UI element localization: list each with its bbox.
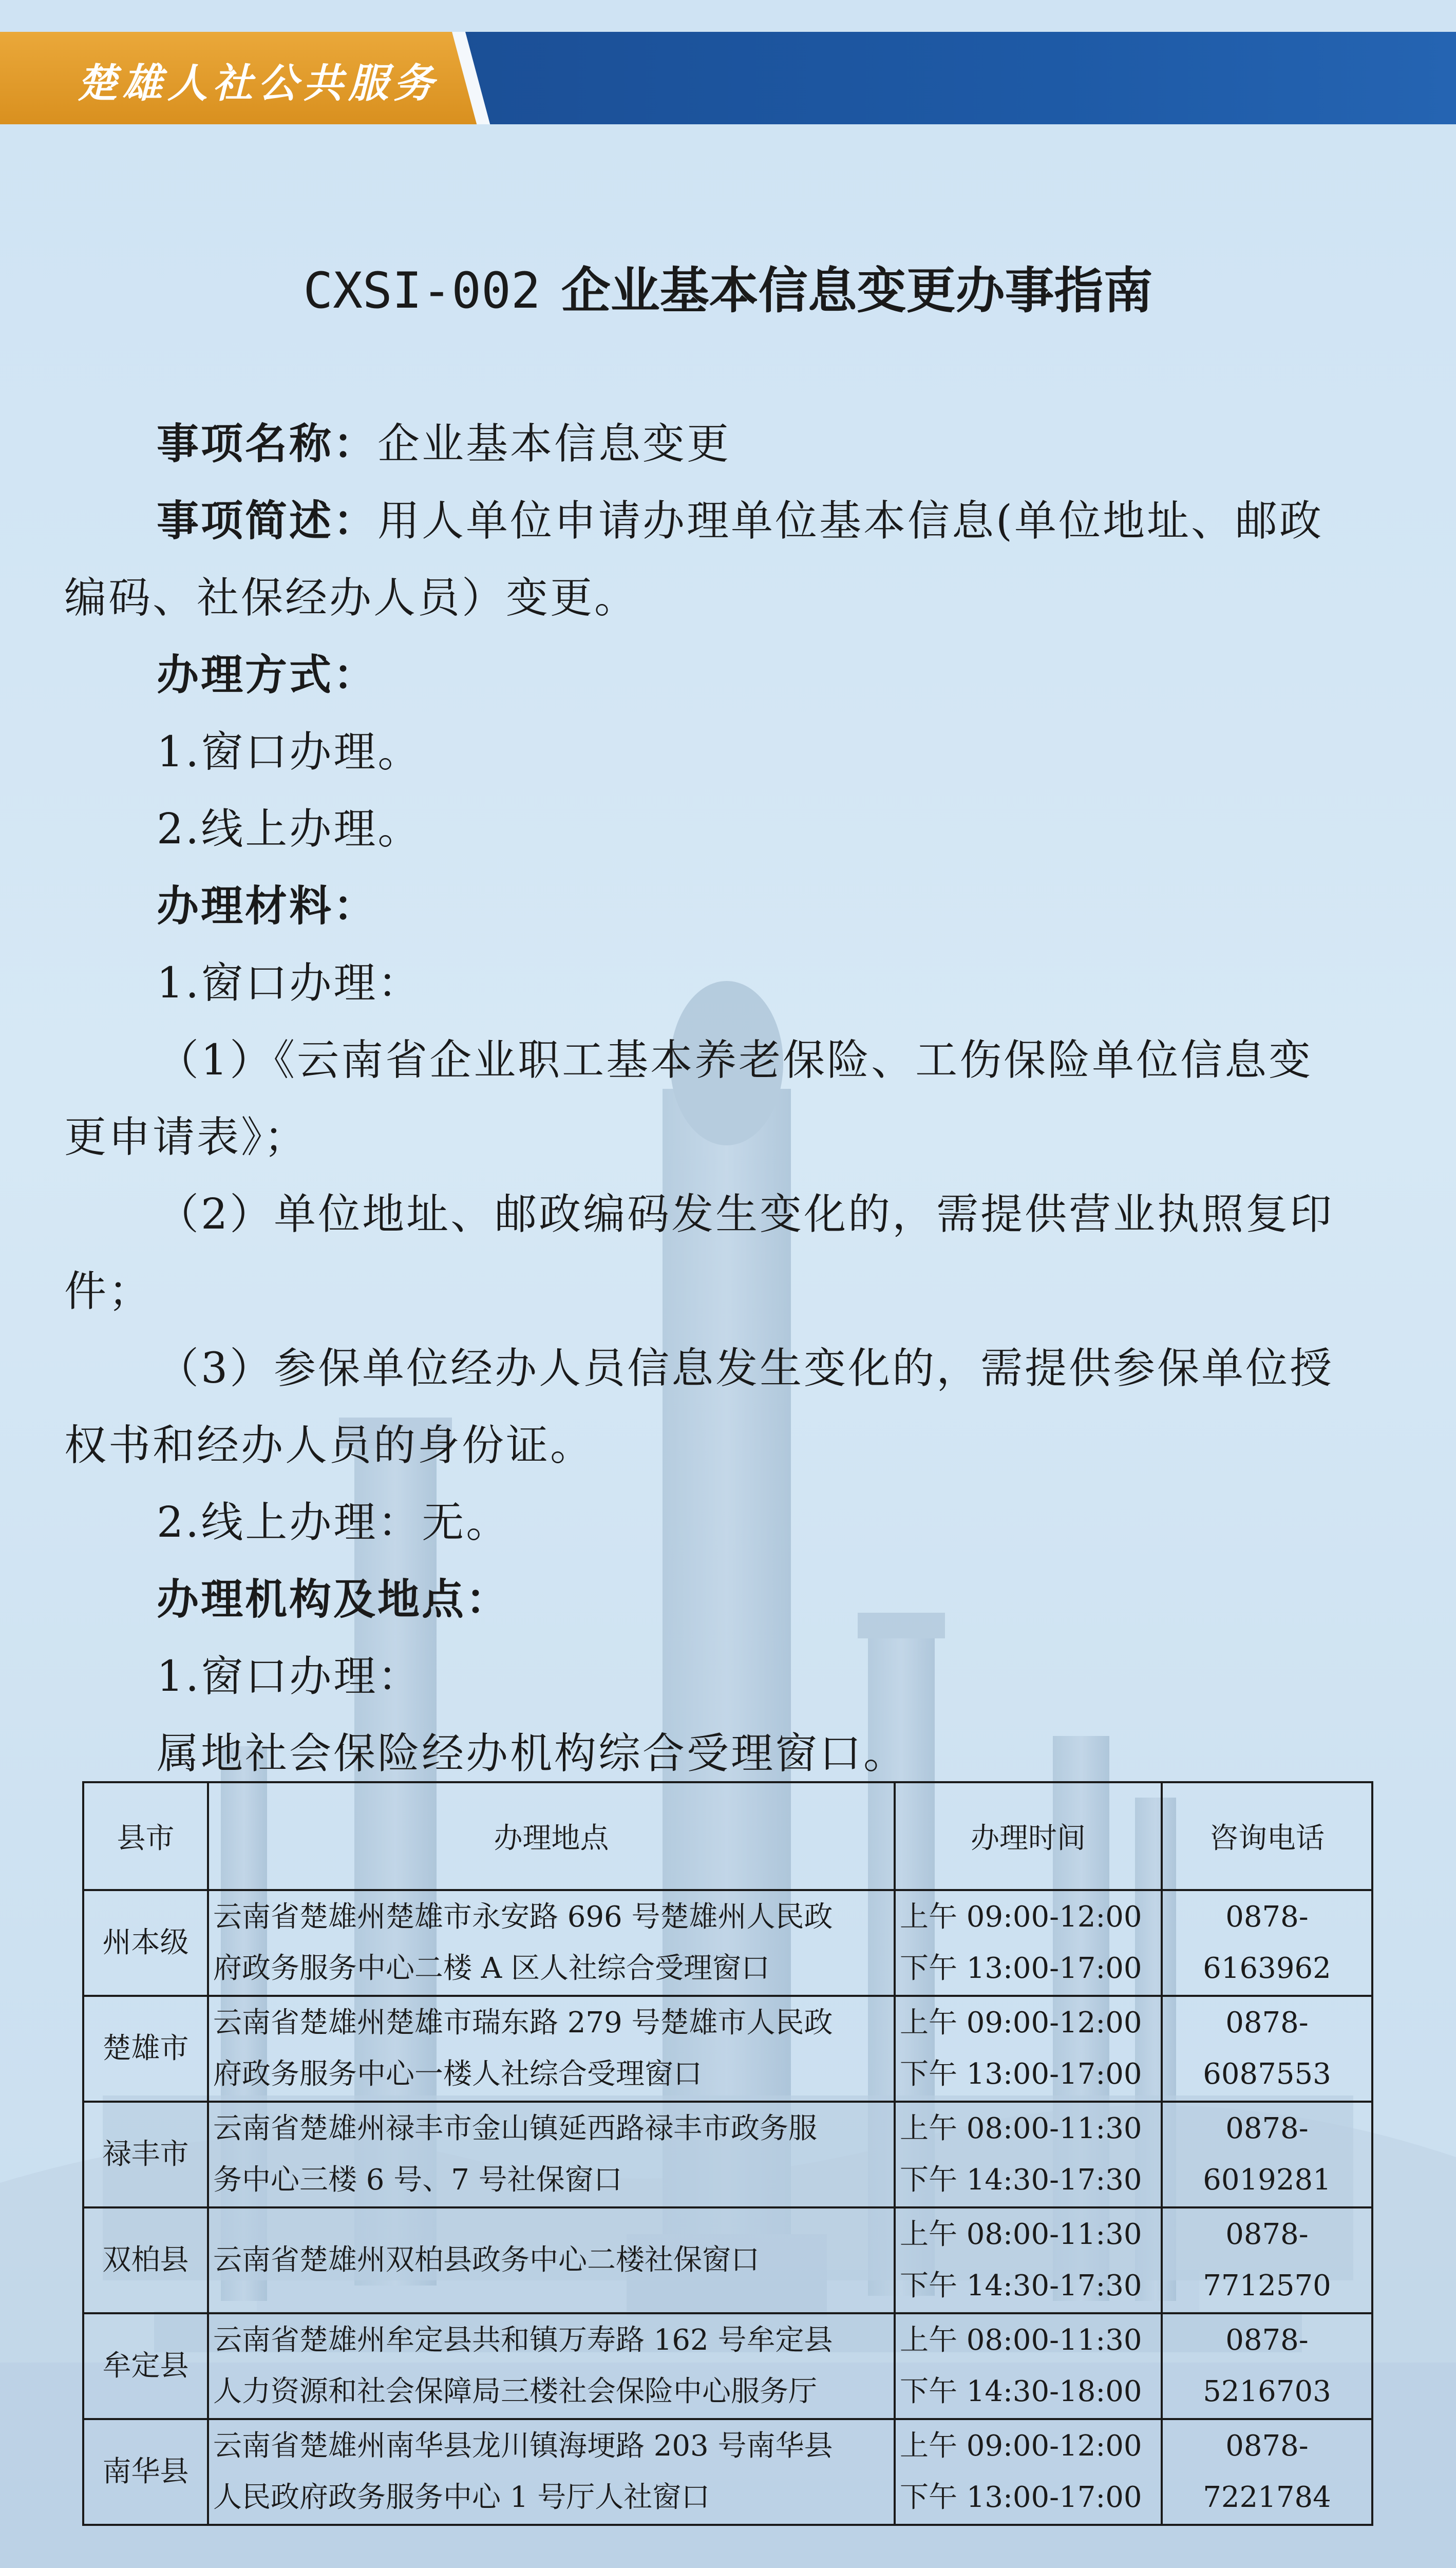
item-name-label: 事项名称： (157, 420, 378, 468)
address-line-2: 人民政府政务服务中心 1 号厅人社窗口 (213, 2481, 710, 2514)
guide-body (64, 406, 1400, 1792)
table-row (83, 1890, 1372, 1996)
hours-am: 上午 08:00-11:30 (900, 2324, 1142, 2357)
item-desc-label: 事项简述： (157, 497, 378, 545)
county-cell: 双柏县 (83, 2207, 208, 2313)
phone-cell: 0878-6163962 (1162, 1890, 1372, 1996)
county-cell: 州本级 (83, 1890, 208, 1996)
table-row (83, 1996, 1372, 2102)
hours-cell (895, 2207, 1162, 2313)
item-desc-line (64, 483, 1400, 560)
table-header-row (83, 1782, 1372, 1890)
county-cell: 楚雄市 (83, 1996, 208, 2102)
hours-cell (895, 1890, 1162, 1996)
header-county: 县市 (83, 1782, 208, 1890)
hours-pm: 下午 13:00-17:00 (900, 1952, 1142, 1985)
item-desc-value: 用人单位申请办理单位基本信息(单位地址、邮政 (377, 497, 1324, 545)
county-cell: 南华县 (83, 2419, 208, 2525)
page-title (0, 252, 1456, 322)
header-banner (0, 32, 1456, 124)
hours-am: 上午 09:00-12:00 (900, 1900, 1142, 1934)
location-desc: 属地社会保险经办机构综合受理窗口。 (157, 1729, 908, 1778)
phone-cell: 0878-5216703 (1162, 2313, 1372, 2419)
method-item-1: 1.窗口办理。 (157, 728, 422, 777)
method-label: 办理方式： (157, 651, 378, 700)
hours-am: 上午 09:00-12:00 (900, 2006, 1142, 2040)
hours-am: 上午 09:00-12:00 (900, 2429, 1142, 2463)
hours-pm: 下午 14:30-17:30 (900, 2269, 1142, 2302)
phone-cell: 0878-7221784 (1162, 2419, 1372, 2525)
address-line-2: 府政务服务中心一楼人社综合受理窗口 (213, 2057, 702, 2091)
hours-cell (895, 2102, 1162, 2207)
county-cell: 牟定县 (83, 2313, 208, 2419)
address-line-1: 云南省楚雄州楚雄市永安路 696 号楚雄州人民政 (213, 1900, 833, 1934)
materials-label: 办理材料： (157, 882, 378, 931)
address-cell (208, 2419, 895, 2525)
location-label: 办理机构及地点： (157, 1575, 510, 1624)
phone-cell: 0878-6019281 (1162, 2102, 1372, 2207)
table-row (83, 2419, 1372, 2525)
table-row (83, 2313, 1372, 2419)
guide-name: 企业基本信息变更办事指南 (561, 262, 1153, 319)
office-table (82, 1781, 1373, 2526)
hours-pm: 下午 14:30-17:30 (900, 2163, 1142, 2197)
phone-cell: 0878-7712570 (1162, 2207, 1372, 2313)
material-2-line-2: 件； (64, 1267, 153, 1316)
item-name-value: 企业基本信息变更 (377, 420, 731, 468)
hours-pm: 下午 13:00-17:00 (900, 2057, 1142, 2091)
material-2-line-1: （2）单位地址、邮政编码发生变化的，需提供营业执照复印 (157, 1190, 1334, 1239)
material-1-line-2: 更申请表》； (64, 1113, 309, 1162)
address-line-1: 云南省楚雄州南华县龙川镇海埂路 203 号南华县 (213, 2429, 833, 2463)
address-line-2: 府政务服务中心二楼 A 区人社综合受理窗口 (213, 1952, 770, 1985)
address-line-2: 务中心三楼 6 号、7 号社保窗口 (213, 2163, 622, 2197)
materials-window-label: 1.窗口办理： (157, 959, 422, 1008)
item-desc-line-2: 编码、社保经办人员）变更。 (64, 574, 639, 622)
header-phone: 咨询电话 (1162, 1782, 1372, 1890)
hours-cell (895, 2419, 1162, 2525)
hours-pm: 下午 14:30-18:00 (900, 2375, 1142, 2408)
item-name-line (64, 406, 1400, 483)
guide-code: CXSI-002 (303, 262, 541, 319)
address-line-1: 云南省楚雄州禄丰市金山镇延西路禄丰市政务服 (213, 2112, 817, 2145)
table-row (83, 2207, 1372, 2313)
hours-cell (895, 1996, 1162, 2102)
hours-am: 上午 08:00-11:30 (900, 2218, 1142, 2251)
header-address: 办理地点 (208, 1782, 895, 1890)
material-1-line-1: （1）《云南省企业职工基本养老保险、工伤保险单位信息变 (157, 1036, 1313, 1085)
address-line-1: 云南省楚雄州牟定县共和镇万寿路 162 号牟定县 (213, 2324, 833, 2357)
address-cell (208, 2207, 895, 2313)
header-blue-band (452, 32, 1456, 124)
hours-am: 上午 08:00-11:30 (900, 2112, 1142, 2145)
address-line-1: 云南省楚雄州双柏县政务中心二楼社保窗口 (213, 2243, 760, 2277)
method-item-2: 2.线上办理。 (157, 805, 422, 854)
header-hours: 办理时间 (895, 1782, 1162, 1890)
county-cell: 禄丰市 (83, 2102, 208, 2207)
phone-cell: 0878-6087553 (1162, 1996, 1372, 2102)
address-cell (208, 1996, 895, 2102)
address-cell (208, 2313, 895, 2419)
table-row (83, 2102, 1372, 2207)
address-line-2: 人力资源和社会保障局三楼社会保险中心服务厅 (213, 2375, 817, 2408)
material-3-line-2: 权书和经办人员的身份证。 (64, 1421, 595, 1470)
hours-pm: 下午 13:00-17:00 (900, 2481, 1142, 2514)
materials-online: 2.线上办理：无。 (157, 1498, 510, 1547)
location-window-label: 1.窗口办理： (157, 1652, 422, 1701)
address-cell (208, 1890, 895, 1996)
address-line-1: 云南省楚雄州楚雄市瑞东路 279 号楚雄市人民政 (213, 2006, 833, 2040)
brand-title: 楚雄人社公共服务 (77, 61, 439, 107)
hours-cell (895, 2313, 1162, 2419)
material-3-line-1: （3）参保单位经办人员信息发生变化的，需提供参保单位授 (157, 1344, 1334, 1393)
address-cell (208, 2102, 895, 2207)
